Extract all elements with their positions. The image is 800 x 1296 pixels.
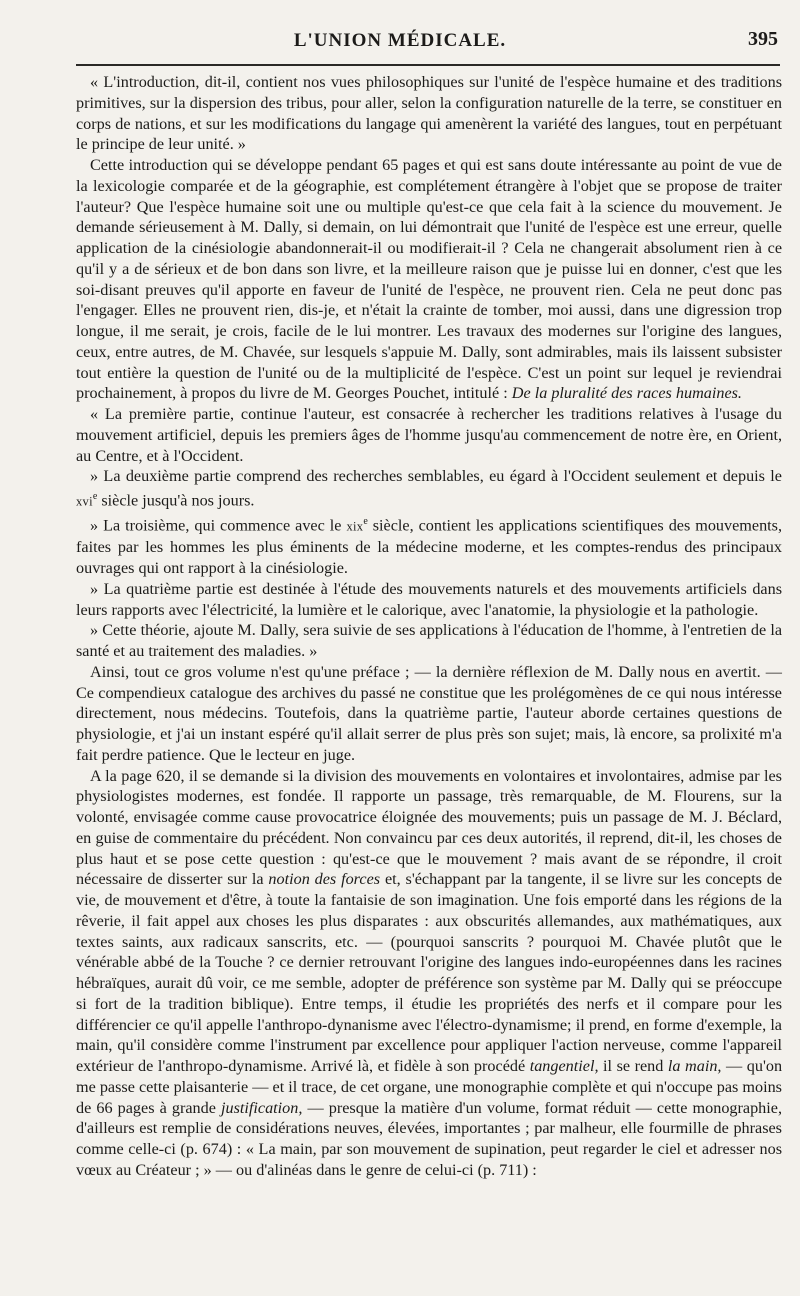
justification: justification,	[221, 1098, 303, 1117]
paragraph-second-part: » La deuxième partie comprend des recherches semblables, eu égard à l'Occident seulement et depuis le xvi$^e$ siècle jusqu'à nos jours.	[76, 467, 782, 510]
paragraph-critique-text: Cette introduction qui se développe pendant 65 pages et qui est sans doute intéressante au point de vue de la lexicologie comparée et de la géographie, est complétement étrangère à l'objet que se propose de traiter l'auteur? Que l'espèce humaine soit une ou multiple qu'est-ce que cela fait à la science du mouvement. Je demande sérieusement à M. Dally, si demain, on lui démontrait que l'unité de l'espèce est une erreur, quelle application de la cinésiologie abandonnerait-il ou modifierait-il ? Cela ne changerait absolument rien à ce qu'il y a de sérieux et de bon dans son livre, et la meilleure raison que je puisse lui en donner, c'est que les soi-disant preuves qu'il apporte en faveur de l'unité de l'espèce, ne prouvent rien. Cela ne peut donc pas l'engager. Elles ne prouvent rien, dis-je, et n'était la crainte de tomber, moi aussi, dans une digression trop longue, il me serait, je crois, facile de le lui montrer. Les travaux des modernes sur l'origine des langues, ceux, entre autres, de M. Chavée, sur lesquels s'appuie M. Dally, sont admirables, mais ils laissent subsister tout entière la question de l'unité ou de la multiplicité de l'espèce. C'est un point sur lequel je reviendrai prochainement, à propos du livre de M. Georges Pouchet, intitulé :	[76, 156, 782, 403]
century-xvi: xvi	[76, 494, 93, 509]
running-header	[0, 26, 800, 56]
running-title: L'UNION MÉDICALE.	[293, 30, 507, 51]
paragraph-critique	[76, 155, 782, 404]
paragraph-third-part: » La troisième, qui commence avec le xix$^e$ siècle, contient les applications scientifiques des mouvements, faites par les hommes les plus éminents de la médecine moderne, et les comptes-rendus des principaux ouvrages qui ont rapport à la cinésiologie.	[76, 516, 783, 578]
paragraph-page-620	[76, 766, 782, 1181]
century-xix: xix	[346, 519, 364, 534]
paragraph-preface: Ainsi, tout ce gros volume n'est qu'une préface ; — la dernière réflexion de M. Dally nous en avertit. — Ce compendieux catalogue des archives du passé ne constitue que les prolégomènes de ce qui nous intéresse directement, nous médecins. Toutefois, dans la quatrième partie, l'auteur aborde certaines questions de physiologie, et j'ai un instant espéré qu'il allait serrer de plus près son sujet; mais, là encore, sa prolixité m'a fait perdre patience. Que le lecteur en juge.	[76, 662, 782, 764]
la-main: la main,	[667, 1057, 722, 1076]
paragraph-page-620-b: et, s'échappant par la tangente, il se livre sur les concepts de vie, de mouvement et d'être, à toute la fantaisie de son imagination. Une fois emporté dans les régions de la rêverie, il fait appel aux choses les plus disparates : aux obscurités allemandes, aux mathématiques, aux textes saints, aux radicaux sanscrits, etc. — (pourquoi sanscrits ? pourquoi M. Chavée plutôt que le vénérable abbé de la Touche ? ce dernier retrouvant l'origine des langues indo-européennes dans les racines hébraïques, aurait dû voir, ce me semble, adopter de préférence son système par M. Dally qui se préoccupe si fort de la tradition biblique). Entre temps, il étudie les propriétés des nerfs et il compare pour les différencier ce qu'il appelle l'anthropo-dynanisme avec l'électro-dynamisme; il prend, en forme d'exemple, la main, qu'il considère comme l'instrument par excellence pour appliquer l'action nerveuse, comme l'appareil extérieur de l'anthropo-dynamisme. Arrivé là, et fidèle à son procédé	[76, 870, 783, 1076]
paragraph-fourth-part: » La quatrième partie est destinée à l'étude des mouvements naturels et des mouvements artificiels dans leurs rapports avec l'électricité, la lumière et le calorique, avec l'anatomie, la physiologie et la pathologie.	[76, 579, 782, 619]
paragraph-second-part-after: siècle jusqu'à nos jours.	[101, 491, 255, 510]
paragraph-third-part-before: » La troisième, qui commence avec le	[90, 516, 342, 535]
paragraph-first-part: « La première partie, continue l'auteur, est consacrée à rechercher les traditions relatives à l'usage du mouvement artificiel, depuis les premiers âges de l'homme jusqu'au commencement de notre ère, en Orient, au Centre, et à l'Occident.	[76, 405, 782, 465]
paragraph-introduction-quote: « L'introduction, dit-il, contient nos vues philosophiques sur l'unité de l'espèce humaine et des traditions primitives, sur la dispersion des tribus, pour aller, selon la configuration naturelle de la terre, se constituer en corps de nations, et sur les modifications du langage qui amenèrent la variété des langues, tout en perpétuant le principe de leur unité. »	[76, 73, 782, 154]
page-number: 395	[748, 28, 778, 50]
paragraph-third-part-after: siècle, contient les applications scientifiques des mouvements, faites par les hommes les plus éminents de la médecine moderne, et les comptes-rendus des principaux ouvrages qui ont rapport à la cinésiologie.	[76, 516, 783, 578]
tangentiel: tangentiel,	[529, 1057, 599, 1076]
paragraph-second-part-before: » La deuxième partie comprend des recherches semblables, eu égard à l'Occident seulement et depuis le	[90, 467, 782, 486]
body-text	[76, 72, 782, 1181]
paragraph-page-620-d: — qu'on me passe cette plaisanterie — et il trace, de cet organe, une monographie complète et qui n'occupe pas moins de 66 pages à grande	[76, 1057, 783, 1117]
paragraph-theory: » Cette théorie, ajoute M. Dally, sera suivie de ses applications à l'éducation de l'homme, à l'entretien de la santé et au traitement des maladies. »	[76, 621, 782, 661]
paragraph-page-620-c: il se rend	[603, 1057, 664, 1076]
notion-des-forces: notion des forces	[268, 870, 381, 889]
paragraph-page-620-e: — presque la matière d'un volume, format réduit — cette monographie, d'ailleurs est remplie de considérations neuves, élevées, importantes ; par malheur, elle fourmille de phrases comme celle-ci (p. 674) : « La main, par son mouvement de supination, peut regarder le ciel et adresser nos vœux au Créateur ; » — ou d'alinéas dans le genre de celui-ci (p. 711) :	[76, 1098, 782, 1179]
header-rule	[76, 64, 780, 66]
paragraph-page-620-a: A la page 620, il se demande si la division des mouvements en volontaires et involontaires, admise par les physiologistes modernes, est fondée. Il rapporte un passage, très remarquable, de M. Flourens, sur la volonté, envisagée comme cause provocatrice éloignée des mouvements; puis un passage de M. J. Béclard, en guise de commentaire du précédent. Non convaincu par ces deux autorités, il reprend, dit-il, les choses de plus haut et se pose cette question : qu'est-ce que le mouvement ? mais avant de se répondre, il croit nécessaire de disserter sur la	[76, 766, 782, 889]
book-title-pluralite: De la pluralité des races humaines.	[511, 384, 742, 403]
